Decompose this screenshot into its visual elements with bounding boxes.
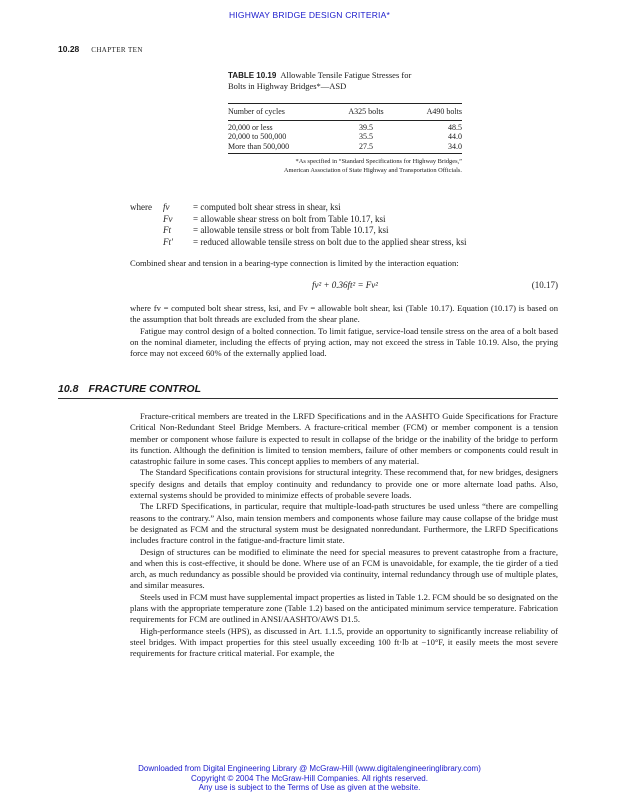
table-cell: 27.5 xyxy=(359,141,373,151)
page-banner: HIGHWAY BRIDGE DESIGN CRITERIA* xyxy=(229,10,390,20)
section-title: FRACTURE CONTROL xyxy=(88,383,202,395)
chapter-label: CHAPTER TEN xyxy=(91,46,143,54)
paragraph: Design of structures can be modified to eliminate the need for special measures to prevent catastrophe from a fracture, and when this is cost-effective, it should be done. Where use of an FCM is unavoidable, for example, the tie girder of a tied arch, as much redundancy as possible should be provided via continuity, internal redundancy through use of multiple plates, and similar measures. xyxy=(130,546,558,591)
header-a490: A490 bolts xyxy=(426,107,462,116)
table-caption xyxy=(228,70,488,92)
definition-text: = reduced allowable tensile stress on bolt due to the applied shear stress, ksi xyxy=(193,236,467,247)
table-number: TABLE 10.19 xyxy=(228,71,277,80)
definition-symbol: Ft xyxy=(163,225,171,236)
paragraph: The Standard Specifications contain provisions for structural integrity. These recommend that, for new bridges, designers specify designs and details that employ continuity and redundancy to provide one or more alternate load paths. Also, external systems should be provided to minimize effects of probable severe loads. xyxy=(130,467,558,501)
paragraph: where fv = computed bolt shear stress, ksi, and Fv = allowable bolt shear, ksi (Table 10.17). Equation (10.17) is based on the assumption that bolt threads are excluded from the shear plane. xyxy=(130,303,558,325)
equation-formula: fv² + 0.36ft² = Fv² xyxy=(312,280,378,290)
where-word: where xyxy=(130,202,152,212)
definition-symbol: fv xyxy=(163,202,170,212)
paragraph: Steels used in FCM must have supplemental impact properties as listed in Table 1.2. FCM should be so designated on the plans with the appropriate temperature zone (Table 1.2) based on the anticipated minimum service temperature. Fabrication requirements for FCM are outlined in ANSI/AASHTO/AWS D1.5. xyxy=(130,591,558,625)
header-cycles: Number of cycles xyxy=(228,107,285,116)
table-header-row xyxy=(228,104,462,120)
table-cell: 39.5 xyxy=(359,122,373,132)
definition-symbol: Fv xyxy=(163,213,173,224)
table-cell: 20,000 to 500,000 xyxy=(228,132,287,141)
definition-text: = computed bolt shear stress in shear, ksi xyxy=(193,202,341,212)
section-number: 10.8 xyxy=(58,383,79,395)
definition-row xyxy=(130,202,467,214)
combined-shear-paragraph: Combined shear and tension in a bearing-type connection is limited by the interaction equation: xyxy=(130,258,459,268)
table-cell: 35.5 xyxy=(359,132,373,141)
paragraph: High-performance steels (HPS), as discussed in Art. 1.1.5, provide an opportunity to significantly increase reliability of steel bridges. With impact properties for this steel usually exceeding 100 ft·lb at −10°F, it easily meets the most severe requirements for fracture critical material. For example, the xyxy=(130,625,558,659)
table-title-line-1: Allowable Tensile Fatigue Stresses for xyxy=(280,70,412,80)
combined-shear-text-block xyxy=(130,258,558,269)
paragraph: Fracture-critical members are treated in the LRFD Specifications and in the AASHTO Guide Specifications for Fracture Critical Non-Redundant Steel Bridge Members. A fracture-critical member (FCM) or member component is a tension member or component whose failure is expected to result in collapse of the bridge or the inability of the bridge to perform its function. Although the definition is limited to tension members, failure of other members or components could result in catastrophic failure in some cases. This concept applies to members of any material. xyxy=(130,411,558,467)
table-row xyxy=(228,142,462,152)
table-cell: 48.5 xyxy=(448,122,462,132)
paragraph: Fatigue may control design of a bolted connection. To limit fatigue, service-load tensile stress on the area of a bolt based on the nominal diameter, including the effects of prying action, may not exceed the stress in Table 10.19. Also, the prying force may not exceed 60% of the externally applied load. xyxy=(130,325,558,359)
table-footnote xyxy=(228,154,462,175)
definition-row xyxy=(130,225,467,237)
table-row xyxy=(228,123,462,133)
header-a325: A325 bolts xyxy=(348,107,384,116)
table-cell: 20,000 or less xyxy=(228,122,273,132)
page-footer xyxy=(0,764,619,793)
table-row xyxy=(228,132,462,142)
table-cell: 34.0 xyxy=(448,141,462,151)
equation-number: (10.17) xyxy=(531,280,558,290)
section-body xyxy=(130,411,558,660)
symbol-definitions xyxy=(130,202,467,248)
definition-symbol: Ft′ xyxy=(163,236,173,247)
table-cell: 44.0 xyxy=(448,132,462,141)
section-heading xyxy=(58,383,558,399)
table-cell: More than 500,000 xyxy=(228,141,290,151)
paragraph: The LRFD Specifications, in particular, require that multiple-load-path structures be used unless “there are compelling reasons to the contrary.” Also, main tension members and components whose failure may cause collapse of the bridge must be designated as FCM and the structural system must be designated nonredundant. Furthermore, the LRFD Specifications includes fracture control in the fatigue-and-fracture limit state. xyxy=(130,501,558,546)
table-title-line-2: Bolts in Highway Bridges*—ASD xyxy=(228,81,347,91)
fatigue-stress-table xyxy=(228,103,462,175)
definition-text: = allowable tensile stress or bolt from Table 10.17, ksi xyxy=(193,225,389,236)
footnote-line-2: American Association of State Highway and Transportation Officials. xyxy=(283,166,462,174)
footer-terms-link[interactable]: Any use is subject to the Terms of Use as given at the website. xyxy=(198,783,421,793)
definition-row xyxy=(130,214,467,226)
definition-text: = allowable shear stress on bolt from Table 10.17, ksi xyxy=(193,213,386,224)
footnote-line-1: *As specified in “Standard Specifications for Highway Bridges,” xyxy=(295,158,462,165)
definition-row xyxy=(130,237,467,249)
footer-download-link[interactable]: Downloaded from Digital Engineering Library @ McGraw-Hill (www.digitalengineeringlibrary.com) xyxy=(138,764,481,773)
running-head xyxy=(58,44,143,54)
post-equation-text xyxy=(130,303,558,359)
page-number: 10.28 xyxy=(58,44,80,54)
footer-copyright: Copyright © 2004 The McGraw-Hill Companies. All rights reserved. xyxy=(191,773,428,783)
